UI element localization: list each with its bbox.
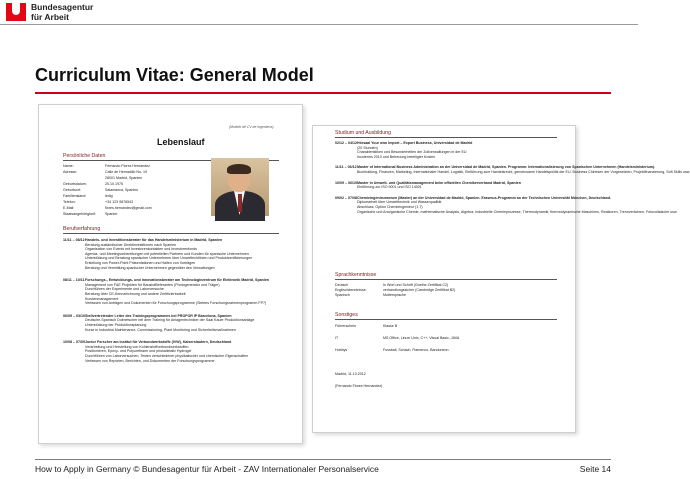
signature: (Fernando Flores Hernandez) [335, 384, 383, 388]
entry-line: Einführung zur ISO 9001 und ISO 14001 [357, 185, 422, 190]
entry-line: Beratung über CE-Kennzeichnung und andere Zertifizierbarkeit [85, 291, 186, 296]
kv-key: Führerschein [335, 324, 356, 328]
entry-line: Master in Umwelt- und Qualitätsmanagement beim offiziellen Chemikerverband Madrid, Spanien [357, 180, 521, 185]
entry-line: Agenda- und Meetingvorbereitungen mit potentiellen Partnern und Kunden für spanische Unternehmen [85, 251, 249, 256]
kv-row [335, 324, 533, 329]
personal-data-key: Name: [63, 164, 74, 168]
personal-data-row [63, 200, 205, 205]
entry-date: 02/12 – 04/12 [335, 141, 357, 145]
entry-line: Management von F&E Projekten für Baustofflieferanten (Photogenerator und Träger) [85, 282, 220, 287]
entry-date: 10/08 – 07/09 [63, 340, 85, 345]
personal-data-key: Telefon: [63, 200, 76, 204]
kv-value: Klasse B [383, 324, 398, 328]
section-rule [63, 233, 279, 234]
entry-line: Beratung ausländischer Direktinvestitionen nach Spanien [85, 242, 177, 247]
kv-key: Deutsch [335, 283, 349, 287]
entry-line: Buchhaltung, Finanzen, Marketing, Internationaler Handel, Logistik, Einführung zum Handelsrecht, gemeinsame Handelspolitik der EU, Business Chinesen der Vorgesetzten, Projektfinanzierung, Soft Skills usw. [357, 169, 690, 174]
entry-body [85, 314, 275, 332]
slide-title: Curriculum Vitae: General Model [35, 65, 314, 85]
personal-data-row [63, 212, 205, 217]
cv-title: Lebenslauf [157, 137, 205, 147]
personal-data-value: ledig [105, 194, 113, 198]
entry-line: Kundenmanagement [85, 296, 119, 301]
kv-row [335, 293, 533, 298]
entry-line: Verarbeitung und Herstellung von Kohlenstoffverbundwerkstoffen [85, 344, 189, 349]
entry-body [85, 278, 275, 306]
kv-row [335, 288, 533, 293]
personal-data-value: flores.hernandez@gmail.com [105, 206, 152, 210]
entry-line: Positionieren, Epoxy- und Polyurethane und phokalietaliv Hydrogel [85, 349, 192, 354]
personal-data-key: E-Mail: [63, 206, 75, 210]
entry-date: 11/11 – 06/12 [335, 165, 357, 170]
personal-data-value: 28001 Madrid, Spanien [105, 176, 143, 180]
entry-line: Incoterms 2010 und Betreuung beteiligter Kosten [357, 154, 436, 159]
kv-row [335, 336, 533, 341]
personal-data-row [63, 188, 205, 193]
section-rule [335, 137, 557, 138]
entry-line: Verfassen von Reporten, Berichten, und Dokumenten der Forschungsprogramme [85, 358, 215, 363]
entry-line: Organisation von Events mit Investorenkontakten und Investorenfonds [85, 247, 197, 252]
kv-key: Englischkenntnisse [335, 288, 366, 292]
personal-data-key: Familienstand: [63, 194, 87, 198]
personal-data-key: Geburtsort: [63, 188, 81, 192]
entry-body [85, 238, 275, 270]
entry-line: Abschluss: Option Chemieingenieur (1,7) [357, 204, 423, 209]
entry-line: Hörsaal Your own Import – Export Business, Universidad de Madrid [357, 141, 473, 145]
title-underline [35, 92, 611, 94]
entry-date: 09/02 – 07/08 [335, 195, 357, 200]
personal-data-row [63, 206, 205, 211]
agency-logo-icon [6, 3, 26, 21]
kv-key: IT [335, 336, 339, 340]
entry-line: (20 Stunden) [357, 145, 378, 150]
entry-line: Kurse in Industrial Maintenance, Commissioning, Plant Monitoring und Sicherheitsmaßnahmen [85, 327, 236, 332]
section-heading-personal: Persönliche Daten [63, 153, 106, 159]
section-heading-study: Studium und Ausbildung [335, 130, 391, 136]
cv-top-note: (Modelo de CV de Ingeniería) [229, 125, 274, 129]
section-rule [335, 279, 557, 280]
personal-data-key [63, 176, 101, 181]
logo-line-2: für Arbeit [31, 11, 69, 22]
entry-line: Unterstützung und Beratung spanischer Unternehmen über Umweltrichtlinien und Produktzertifizierungen [85, 256, 253, 261]
entry-line: Durchführen von Laborversuchen, Testen verschiedener physikalischer und chemischer Eigenschaften [85, 353, 249, 358]
entry-date: 11/11 – 08/12 [63, 238, 85, 242]
entry-line: Deutsche-Spanisch Dolmetscher bei dem Training für Anlagentechniker der Saal Kauer Produktionsanlage [85, 318, 255, 323]
kv-row [335, 348, 533, 353]
entry-line: Handels- und Investitionsberater für das Handelsministerium in Madrid, Spanien [85, 238, 223, 242]
personal-data-row [63, 182, 205, 187]
entry-body [357, 181, 557, 190]
entry-line: Unterstützung der Produktionsplanung [85, 322, 147, 327]
top-divider [0, 24, 638, 25]
entry-line: Verfassen von Anträgen und Dokumenten für Forschungsprogramme (Siebtes Forschungsrahmenprogramm FP7) [85, 301, 267, 306]
kv-value: Muttersprache [383, 293, 406, 297]
kv-key: Hobbys [335, 348, 348, 352]
entry-line: Beratung und Vermittlung spanischer Unternehmen gegenüber den Verwaltungen [85, 265, 215, 270]
entry-body [357, 195, 678, 214]
personal-data-key: Adresse: [63, 170, 78, 174]
section-heading-other: Sonstiges [335, 312, 358, 318]
personal-data-row [63, 176, 205, 181]
entry-date: 06/09 – 03/10 [63, 313, 85, 318]
kv-value: MS Office, Linux/ Unix, C++, Visual Basic, JAVA [383, 336, 460, 340]
personal-data-key: Geburtsdatum: [63, 182, 87, 186]
kv-value: In Wort und Schrift (Goethe Zertifikat C2) [383, 283, 449, 287]
place-date: Madrid, 11.10.2012 [335, 372, 366, 376]
entry-line: Master of International Business Administration an der Universidad de Madrid, Spanien. Programm: Internationalisierung von Spanischen Unternehmen (Handelsministerium). [357, 165, 656, 170]
personal-data-value: Fernando Flores Hernandez [105, 164, 150, 168]
entry-body [357, 141, 557, 159]
kv-row [335, 283, 533, 288]
personal-data-row [63, 164, 205, 169]
cv-page-2 [312, 125, 690, 433]
section-heading-languages: Sprachkenntnisse [335, 272, 377, 278]
agency-logo [6, 3, 93, 22]
entry-line: Organische und Anorganische Chemie, mathematische Analysis, Algebra, Industrielle Chemieprozesse, Thermodynamik, thermodynamische Maschinen, Reaktoren, Trennverfahren, Fotovoltaische usw. [357, 209, 678, 214]
personal-data-row [63, 170, 205, 175]
footer-divider [35, 459, 611, 460]
entry-body [85, 340, 275, 363]
top-bar [0, 0, 638, 24]
entry-line: Forschungs-, Entwicklungs- und Innovationsberater am Technologiezentrum für Elektronik Madrid, Spanien [85, 278, 270, 283]
footer-text: How to Apply in Germany © Bundesagentur für Arbeit - ZAV Internationaler Personalservice [35, 464, 379, 474]
personal-data-value: Salamanca, Spanien [105, 188, 139, 192]
entry-date: 10/09 – 06/10 [335, 180, 357, 185]
entry-line: Charakteristiken und Besonderheiten der Zollverwaltungen in der EU [357, 150, 467, 155]
kv-value: verhandlungssicher (Cambridge Zertifikat B2) [383, 288, 456, 292]
personal-data-key: Staatsangehörigkeit: [63, 212, 96, 216]
entry-line: Junior Forscher am Institut für Verbundwerkstoffe (IVW), Kaiserslautern, Deutschland [85, 340, 232, 345]
entry-line: Chemieingenieurwesen (Master) an der Universidad de Madrid, Spanien. Erasmus-Programm an der Technischen Universität München, Deutschland. [357, 195, 612, 200]
applicant-photo [211, 158, 269, 216]
personal-data-row [63, 194, 205, 199]
personal-data-value: Calle de Hernadillo No. 19 [105, 170, 147, 174]
entry-line: Diplomarbeit über Umwelttechnik und Wasserqualität [357, 200, 442, 205]
cv-page-1 [38, 104, 303, 444]
page-number: Seite 14 [579, 464, 611, 474]
personal-data-value: 25.10.1975 [105, 182, 123, 186]
entry-line: Stellvertretender Leiter des Trainingsprogrammes bei PROFOR IP Barcelona, Spanien [85, 313, 232, 318]
kv-value: Fussball, Schach, Flamenco, Bandoneon [383, 348, 449, 352]
logo-line-1: Bundesagentur [31, 2, 94, 12]
entry-body [357, 165, 690, 174]
personal-data-value: Spanier [105, 212, 118, 216]
kv-key: Spanisch [335, 293, 350, 297]
section-rule [335, 319, 557, 320]
section-heading-career: Berufserfahrung [63, 226, 101, 232]
entry-date: 08/11 – 10/11 [63, 278, 85, 283]
entry-line: Durchführen der Experimente und Laborversuche [85, 287, 164, 292]
entry-line: Erstellung von Power-Point Präsentationen und Halten von Vorträgen [85, 260, 196, 265]
personal-data-value: +34 123 9876543 [105, 200, 134, 204]
